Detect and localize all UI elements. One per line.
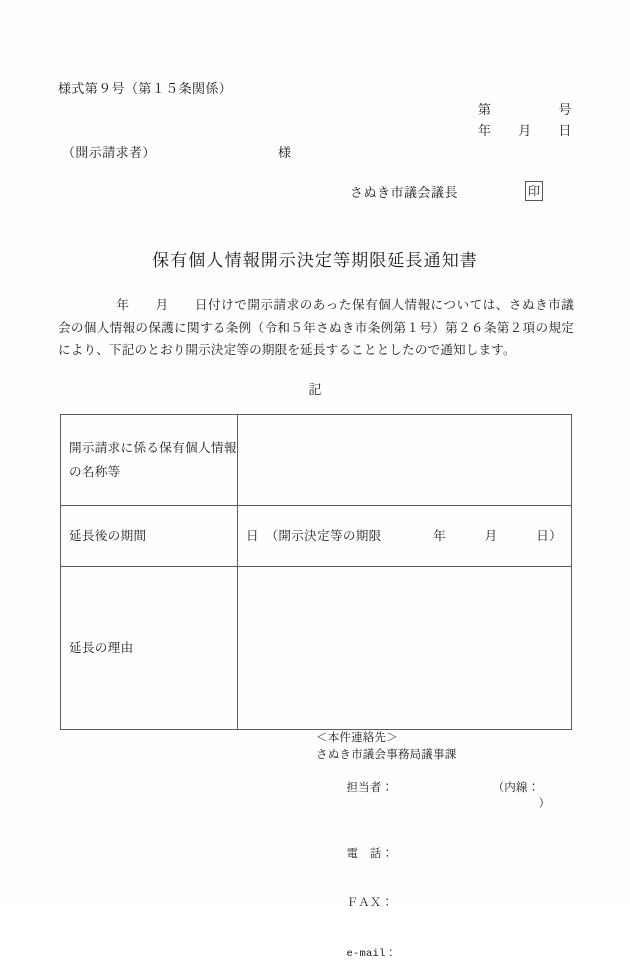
row-label-extension-reason: 延長の理由: [61, 567, 238, 730]
contact-extension-close: ）: [538, 798, 551, 810]
contact-block: [316, 730, 551, 979]
body-lead-date: 年 月 日付けで: [116, 298, 248, 312]
issuer-name: さぬき市議会議長: [350, 185, 459, 200]
seal-stamp-icon: 印: [525, 181, 543, 201]
contact-fax-row: [316, 879, 456, 929]
contact-department: さぬき市議会事務局議事課: [316, 748, 457, 761]
document-number-line: 第 号: [478, 102, 572, 117]
body-text: 開示請求のあった保有個人情報については、さぬき市議会の個人情報の保護に関する条例（令和５年さぬき市条例第１号）第２６条第２項の規定により、下記のとおり開示決定等の期限を延長することとしたので通知します。: [58, 298, 575, 357]
recipient-honorific: 様: [278, 145, 292, 160]
form-number: 様式第９号（第１５条関係）: [58, 81, 233, 96]
row-value-extension-reason[interactable]: [238, 567, 572, 730]
contact-phone-label: 電 話：: [346, 847, 394, 860]
contact-person-row: [316, 763, 551, 829]
contact-extension-group: [468, 763, 550, 829]
contact-phone-row: [316, 829, 456, 879]
contact-person-label: 担当者：: [346, 781, 394, 794]
row-value-extended-period[interactable]: 日 （開示決定等の期限 年 月 日）: [238, 506, 572, 567]
contact-email-label: e-mail：: [346, 947, 397, 960]
contact-extension-label: （内線：: [492, 781, 540, 794]
information-table: [60, 414, 572, 730]
table-row: [61, 506, 572, 567]
recipient-label: （開示請求者）: [62, 145, 156, 160]
row-label-extended-period: 延長後の期間: [61, 506, 238, 567]
contact-email-row: [316, 928, 456, 979]
body-paragraph: [58, 294, 574, 362]
row-value-disclosure-name[interactable]: [238, 415, 572, 506]
ki-marker: 記: [308, 382, 322, 397]
contact-fax-label: ＦＡＸ：: [346, 897, 394, 909]
contact-heading: ＜本件連絡先＞: [316, 732, 398, 744]
table-row: [61, 415, 572, 506]
page-title: 保有個人情報開示決定等期限延長通知書: [152, 251, 478, 270]
row-label-disclosure-name: 開示請求に係る保有個人情報 の名称等: [61, 415, 238, 506]
table-row: [61, 567, 572, 730]
document-date-line: 年 月 日: [478, 123, 572, 138]
